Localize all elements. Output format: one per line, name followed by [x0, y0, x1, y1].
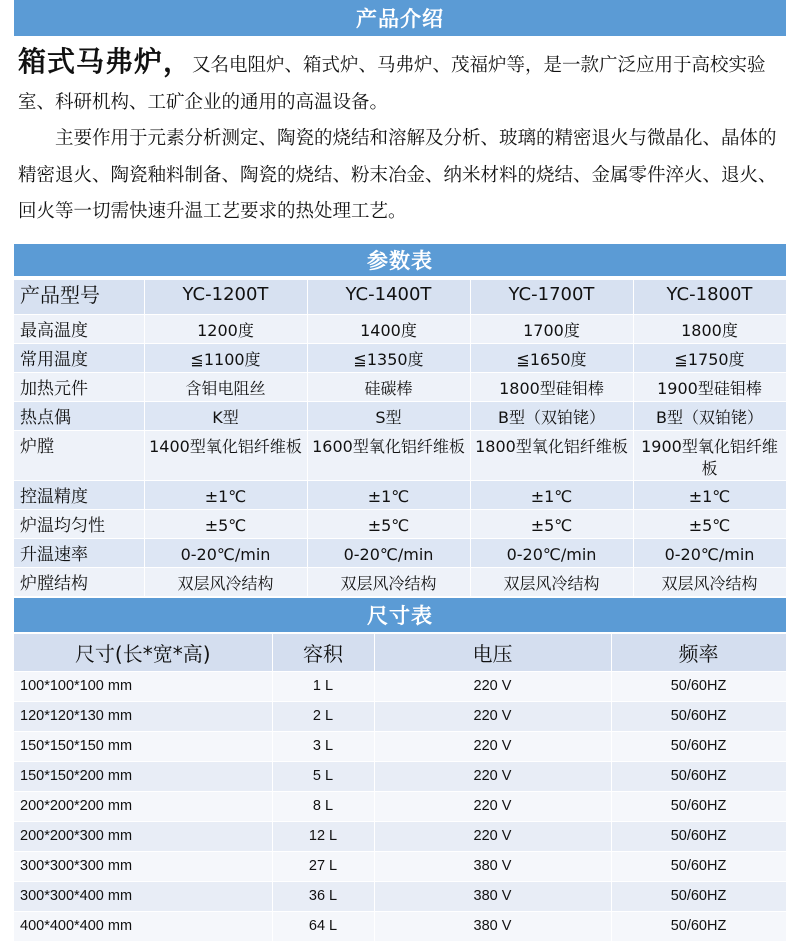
- param-value-cell: 0-20℃/min: [470, 538, 633, 567]
- param-value-cell: 1900型氧化铝纤维板: [633, 430, 786, 480]
- param-value-cell: 1400度: [307, 314, 470, 343]
- param-value-cell: S型: [307, 401, 470, 430]
- volume-cell: 36 L: [272, 881, 374, 911]
- param-value-cell: ±1℃: [633, 480, 786, 509]
- model-header-cell: YC-1700T: [470, 280, 633, 314]
- sizes-table: [14, 634, 787, 942]
- param-value-cell: ≦1650度: [470, 343, 633, 372]
- frequency-cell: 50/60HZ: [611, 791, 786, 821]
- param-value-cell: 双层风冷结构: [144, 567, 307, 596]
- voltage-cell: 380 V: [374, 851, 611, 881]
- param-value-cell: 1800型硅钼棒: [470, 372, 633, 401]
- param-value-cell: 1900型硅钼棒: [633, 372, 786, 401]
- sizes-row: [14, 701, 786, 731]
- param-value-cell: ≦1350度: [307, 343, 470, 372]
- frequency-cell: 50/60HZ: [611, 881, 786, 911]
- dimension-cell: 150*150*200 mm: [14, 761, 272, 791]
- voltage-cell: 380 V: [374, 911, 611, 941]
- sizes-header-cell: 尺寸(长*宽*高): [14, 634, 272, 671]
- volume-cell: 5 L: [272, 761, 374, 791]
- param-value-cell: ±5℃: [144, 509, 307, 538]
- params-row: [14, 401, 786, 430]
- dimension-cell: 100*100*100 mm: [14, 671, 272, 701]
- model-header-cell: YC-1200T: [144, 280, 307, 314]
- volume-cell: 12 L: [272, 821, 374, 851]
- param-label-cell: 炉膛: [14, 430, 144, 480]
- param-value-cell: 硅碳棒: [307, 372, 470, 401]
- param-value-cell: 双层风冷结构: [307, 567, 470, 596]
- param-value-cell: 1400型氧化铝纤维板: [144, 430, 307, 480]
- param-value-cell: 1200度: [144, 314, 307, 343]
- params-banner: 参数表: [14, 244, 786, 276]
- param-label-cell: 最高温度: [14, 314, 144, 343]
- param-value-cell: K型: [144, 401, 307, 430]
- param-value-cell: ±1℃: [307, 480, 470, 509]
- param-value-cell: 0-20℃/min: [307, 538, 470, 567]
- sizes-header-cell: 电压: [374, 634, 611, 671]
- voltage-cell: 220 V: [374, 731, 611, 761]
- dimension-cell: 300*300*400 mm: [14, 881, 272, 911]
- param-value-cell: 双层风冷结构: [633, 567, 786, 596]
- frequency-cell: 50/60HZ: [611, 671, 786, 701]
- sizes-row: [14, 731, 786, 761]
- param-value-cell: ±5℃: [307, 509, 470, 538]
- volume-cell: 8 L: [272, 791, 374, 821]
- intro-text-1: 又名电阻炉、箱式炉、马弗炉、茂福炉等，是一款广泛应用于高校实验室、科研机构、工矿企业的通用的高温设备。: [18, 55, 766, 113]
- dimension-cell: 400*400*400 mm: [14, 911, 272, 941]
- sizes-header-cell: 频率: [611, 634, 786, 671]
- param-label-cell: 加热元件: [14, 372, 144, 401]
- param-label-cell: 炉温均匀性: [14, 509, 144, 538]
- params-row: [14, 538, 786, 567]
- param-value-cell: 1600型氧化铝纤维板: [307, 430, 470, 480]
- param-label-cell: 控温精度: [14, 480, 144, 509]
- voltage-cell: 380 V: [374, 881, 611, 911]
- params-row: [14, 314, 786, 343]
- params-row: [14, 430, 786, 480]
- param-value-cell: 1800型氧化铝纤维板: [470, 430, 633, 480]
- param-value-cell: ±1℃: [470, 480, 633, 509]
- sizes-row: [14, 671, 786, 701]
- sizes-banner: 尺寸表: [14, 598, 786, 632]
- params-row: [14, 480, 786, 509]
- param-value-cell: ±1℃: [144, 480, 307, 509]
- params-row: [14, 372, 786, 401]
- frequency-cell: 50/60HZ: [611, 911, 786, 941]
- sizes-row: [14, 791, 786, 821]
- param-value-cell: 1700度: [470, 314, 633, 343]
- sizes-row: [14, 821, 786, 851]
- param-value-cell: 0-20℃/min: [144, 538, 307, 567]
- sizes-row: [14, 911, 786, 941]
- sizes-header-row: [14, 634, 786, 671]
- frequency-cell: 50/60HZ: [611, 701, 786, 731]
- frequency-cell: 50/60HZ: [611, 731, 786, 761]
- params-header-label: 产品型号: [14, 280, 144, 314]
- frequency-cell: 50/60HZ: [611, 821, 786, 851]
- sizes-row: [14, 761, 786, 791]
- param-value-cell: B型（双铂铑）: [633, 401, 786, 430]
- param-value-cell: ≦1750度: [633, 343, 786, 372]
- sizes-header-cell: 容积: [272, 634, 374, 671]
- params-header-row: [14, 280, 786, 314]
- param-label-cell: 热点偶: [14, 401, 144, 430]
- voltage-cell: 220 V: [374, 791, 611, 821]
- intro-banner: 产品介绍: [14, 0, 786, 36]
- frequency-cell: 50/60HZ: [611, 761, 786, 791]
- dimension-cell: 200*200*300 mm: [14, 821, 272, 851]
- volume-cell: 1 L: [272, 671, 374, 701]
- intro-section: [18, 44, 778, 231]
- volume-cell: 3 L: [272, 731, 374, 761]
- param-label-cell: 炉膛结构: [14, 567, 144, 596]
- sizes-row: [14, 851, 786, 881]
- dimension-cell: 300*300*300 mm: [14, 851, 272, 881]
- params-row: [14, 567, 786, 596]
- param-value-cell: 双层风冷结构: [470, 567, 633, 596]
- param-value-cell: 含钼电阻丝: [144, 372, 307, 401]
- param-label-cell: 常用温度: [14, 343, 144, 372]
- params-row: [14, 509, 786, 538]
- param-label-cell: 升温速率: [14, 538, 144, 567]
- volume-cell: 27 L: [272, 851, 374, 881]
- intro-paragraph-1: [18, 44, 778, 121]
- param-value-cell: 1800度: [633, 314, 786, 343]
- volume-cell: 64 L: [272, 911, 374, 941]
- frequency-cell: 50/60HZ: [611, 851, 786, 881]
- param-value-cell: B型（双铂铑）: [470, 401, 633, 430]
- product-name-lead: 箱式马弗炉，: [18, 45, 193, 78]
- param-value-cell: 0-20℃/min: [633, 538, 786, 567]
- model-header-cell: YC-1800T: [633, 280, 786, 314]
- volume-cell: 2 L: [272, 701, 374, 731]
- params-row: [14, 343, 786, 372]
- voltage-cell: 220 V: [374, 701, 611, 731]
- voltage-cell: 220 V: [374, 821, 611, 851]
- param-value-cell: ±5℃: [633, 509, 786, 538]
- dimension-cell: 150*150*150 mm: [14, 731, 272, 761]
- intro-paragraph-2: 主要作用于元素分析测定、陶瓷的烧结和溶解及分析、玻璃的精密退火与微晶化、晶体的精密退火、陶瓷釉料制备、陶瓷的烧结、粉末冶金、纳米材料的烧结、金属零件淬火、退火、回火等一切需快速升温工艺要求的热处理工艺。: [18, 128, 777, 222]
- dimension-cell: 200*200*200 mm: [14, 791, 272, 821]
- voltage-cell: 220 V: [374, 761, 611, 791]
- dimension-cell: 120*120*130 mm: [14, 701, 272, 731]
- sizes-row: [14, 881, 786, 911]
- model-header-cell: YC-1400T: [307, 280, 470, 314]
- param-value-cell: ±5℃: [470, 509, 633, 538]
- params-table: [14, 280, 787, 597]
- voltage-cell: 220 V: [374, 671, 611, 701]
- param-value-cell: ≦1100度: [144, 343, 307, 372]
